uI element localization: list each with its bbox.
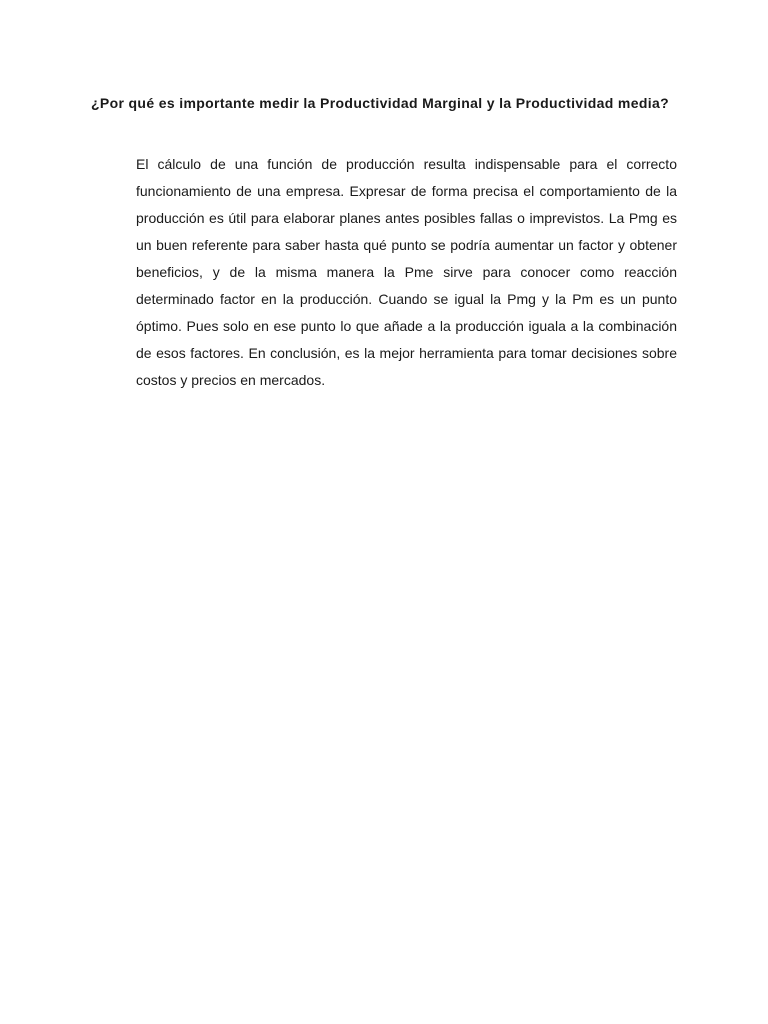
question-heading: ¿Por qué es importante medir la Productividad Marginal y la Productividad media?	[91, 95, 670, 111]
answer-paragraph: El cálculo de una función de producción resulta indispensable para el correcto funcionamiento de una empresa. Expresar de forma precisa el comportamiento de la producción es útil para elaborar planes antes posibles fallas o imprevistos. La Pmg es un buen referente para saber hasta qué punto se podría aumentar un factor y obtener beneficios, y de la misma manera la Pme sirve para conocer como reacción determinado factor en la producción. Cuando se igual la Pmg y la Pm es un punto óptimo. Pues solo en ese punto lo que añade a la producción iguala a la combinación de esos factores. En conclusión, es la mejor herramienta para tomar decisiones sobre costos y precios en mercados.	[136, 156, 677, 388]
